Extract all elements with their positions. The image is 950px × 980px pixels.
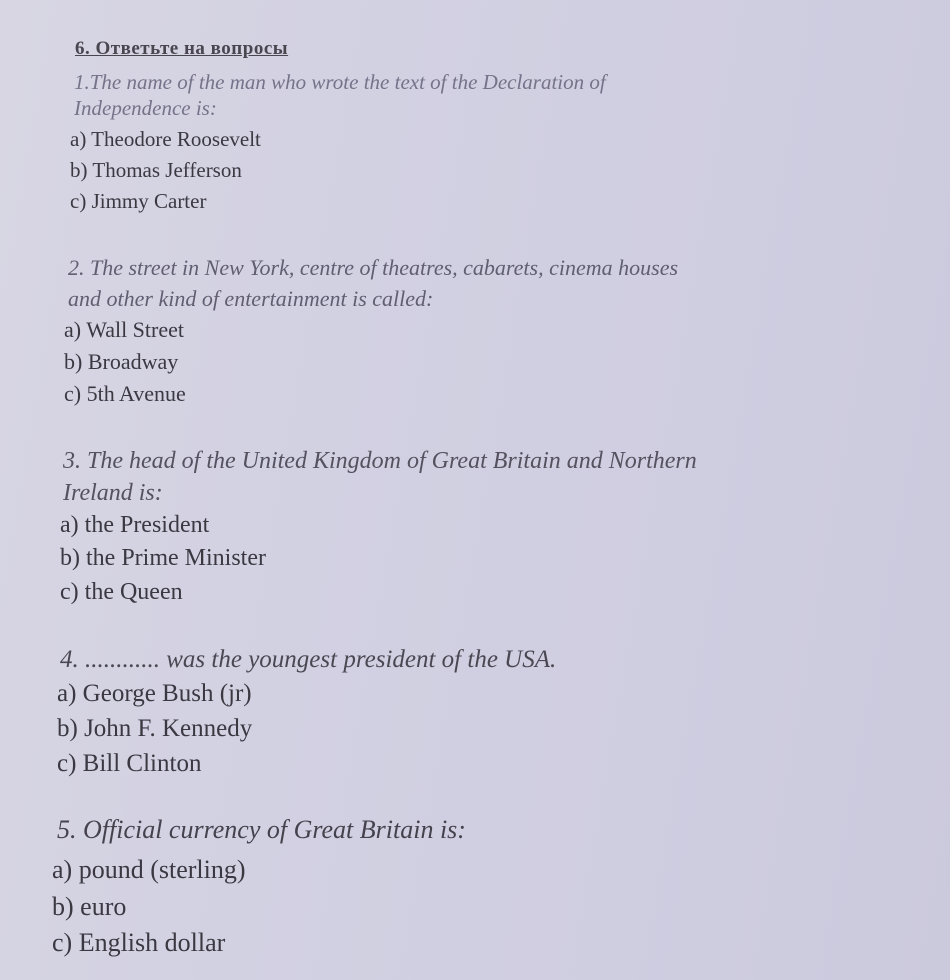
question-5-text: 5. Official currency of Great Britain is:: [57, 815, 466, 844]
question-4-option-b: b) John F. Kennedy: [57, 715, 253, 742]
question-3-text-line-2: Ireland is:: [63, 480, 163, 506]
question-5-option-b: b) euro: [52, 892, 127, 921]
question-3-option-c: c) the Queen: [60, 579, 183, 605]
question-5-option-a: a) pound (sterling): [52, 855, 246, 884]
question-1-text-line-1: 1.The name of the man who wrote the text of the Declaration of: [74, 70, 606, 94]
question-4-option-c: c) Bill Clinton: [57, 750, 202, 777]
question-2-text-line-2: and other kind of entertainment is called:: [68, 286, 434, 311]
question-4-text: 4. ............ was the youngest president of the USA.: [60, 646, 557, 673]
question-1-text-line-2: Independence is:: [74, 96, 217, 120]
question-5-option-c: c) English dollar: [52, 928, 226, 957]
question-2-text-line-1: 2. The street in New York, centre of theatres, cabarets, cinema houses: [68, 255, 679, 280]
question-2-option-c: c) 5th Avenue: [64, 381, 186, 406]
question-3-text-line-1: 3. The head of the United Kingdom of Great Britain and Northern: [63, 448, 697, 474]
question-2-option-a: a) Wall Street: [64, 317, 185, 342]
question-1-option-c: c) Jimmy Carter: [70, 189, 207, 213]
question-1-option-b: b) Thomas Jefferson: [70, 158, 242, 182]
question-4-option-a: a) George Bush (jr): [57, 680, 252, 707]
section-heading: 6. Ответьте на вопросы: [75, 38, 289, 59]
question-2-option-b: b) Broadway: [64, 349, 179, 374]
question-3-option-a: a) the President: [60, 512, 210, 538]
question-1-option-a: a) Theodore Roosevelt: [70, 127, 261, 151]
question-3-option-b: b) the Prime Minister: [60, 545, 266, 571]
